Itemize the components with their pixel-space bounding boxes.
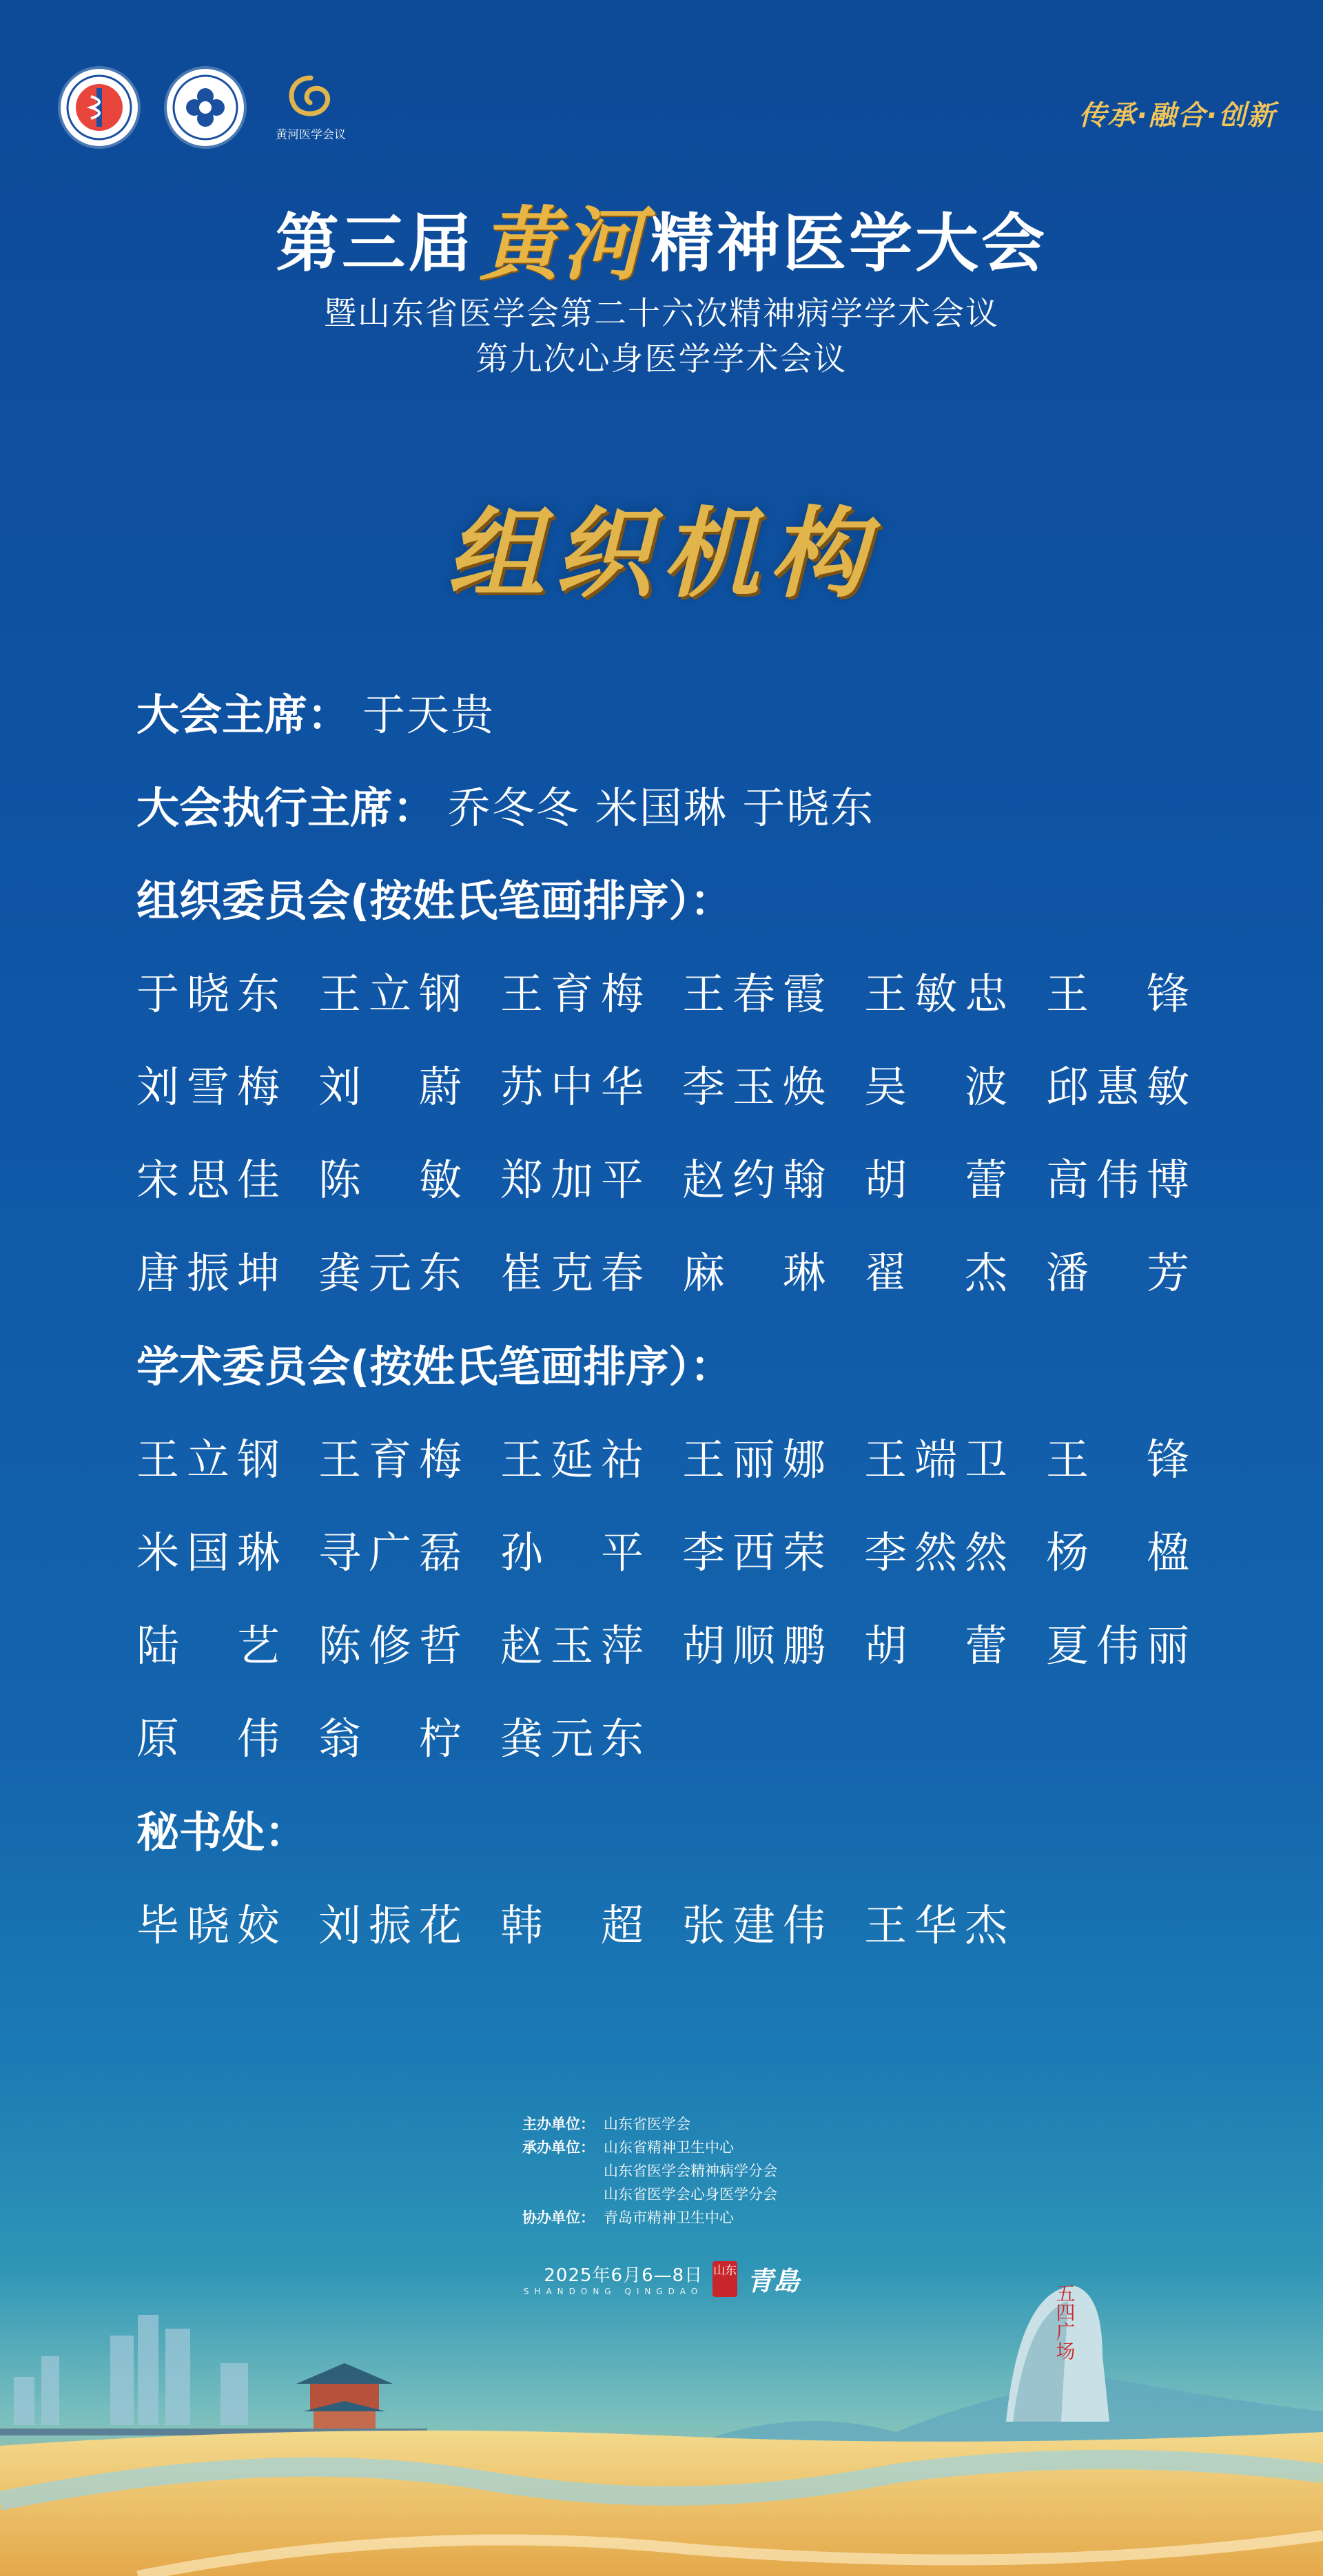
- committee-member-name: 翟 杰: [864, 1248, 1009, 1298]
- committee-member-name: 崔克春: [500, 1248, 645, 1298]
- subtitle-2: 第九次心身医学学术会议: [475, 340, 848, 378]
- academic-committee-label: 学术委员会(按姓氏笔画排序）：: [136, 1341, 733, 1392]
- name-row: [136, 1618, 1198, 1673]
- mental-health-center-logo: [167, 69, 244, 146]
- title-suffix: 精神医学大会: [650, 206, 1048, 280]
- landmark-text: 五四广场: [1053, 2283, 1076, 2360]
- undertake-row: [522, 2136, 777, 2159]
- city-skyline-icon: [14, 2315, 248, 2425]
- yellow-river-conference-logo: [273, 74, 349, 142]
- committee-member-name: 翁 柠: [318, 1713, 463, 1764]
- committee-member-name: 麻 琳: [682, 1248, 827, 1298]
- undertake-name-2: 山东省医学会精神病学分会: [604, 2163, 777, 2179]
- undertake-name-3: 山东省医学会心身医学分会: [604, 2186, 777, 2203]
- swirl-logo-icon: [281, 74, 340, 122]
- event-date-location: [0, 2260, 1323, 2298]
- name-row: [136, 1060, 1198, 1115]
- committee-member-name: 郑加平: [500, 1155, 645, 1205]
- shandong-seal-icon: 山东: [712, 2261, 737, 2297]
- committee-member-name: 陈修哲: [318, 1620, 463, 1671]
- undertake-spacer-2: [522, 2183, 604, 2206]
- committee-member-name: 刘 蔚: [318, 1062, 463, 1112]
- committee-member-name: 王 锋: [1046, 1434, 1191, 1485]
- committee-member-name: 龚元东: [500, 1713, 645, 1764]
- committee-member-name: 毕晓姣: [136, 1900, 281, 1950]
- committee-member-name: 刘振花: [318, 1900, 463, 1950]
- name-row: [136, 1525, 1198, 1580]
- name-row: [136, 967, 1198, 1022]
- name-row: [136, 1898, 1198, 1953]
- exec-chair-line: [136, 781, 874, 836]
- committee-member-name: 胡顺鹏: [682, 1620, 827, 1671]
- committee-member-name: 高伟博: [1046, 1155, 1191, 1205]
- committee-member-name: 王华杰: [864, 1900, 1009, 1950]
- committee-member-name: 王立钢: [136, 1434, 281, 1485]
- section-title: 组织机构: [447, 497, 876, 611]
- committee-member-name: 潘 芳: [1046, 1248, 1191, 1298]
- title-calligraphy: 黄河: [480, 198, 645, 291]
- pier-pavilion-icon: [0, 2363, 427, 2435]
- committee-member-name: 王延祜: [500, 1434, 645, 1485]
- committee-member-name: 唐振坤: [136, 1248, 281, 1298]
- event-date: 2025年6月6—8日: [544, 2265, 704, 2286]
- chair-names: 于天贵: [362, 690, 495, 740]
- committee-member-name: 原 伟: [136, 1713, 281, 1764]
- committee-member-name: 苏中华: [500, 1062, 645, 1112]
- committee-member-name: 夏伟丽: [1046, 1620, 1191, 1671]
- name-row: [136, 1711, 1198, 1766]
- committee-member-name: 王育梅: [318, 1434, 463, 1485]
- committee-member-name: 李然然: [864, 1527, 1009, 1578]
- committee-member-name: 宋思佳: [136, 1155, 281, 1205]
- assist-label: 协办单位：: [522, 2209, 595, 2226]
- committee-member-name: 胡 蕾: [864, 1155, 1009, 1205]
- qingdao-scenery: [0, 2274, 1323, 2576]
- committee-member-name: 张建伟: [682, 1900, 827, 1950]
- slogan: 传承·融合·创新: [1078, 100, 1276, 132]
- page-title: [0, 181, 1323, 296]
- exec-chair-names: 乔冬冬 米国琳 于晓东: [448, 783, 875, 833]
- chair-label: 大会主席：: [136, 690, 351, 740]
- name-row: [136, 1153, 1198, 1208]
- committee-member-name: 陆 艺: [136, 1620, 281, 1671]
- host-row: [522, 2112, 777, 2136]
- org-committee-label: 组织委员会(按姓氏笔画排序）：: [136, 876, 733, 926]
- organizer-info: [522, 2112, 777, 2229]
- committee-member-name: 王春霞: [682, 969, 827, 1019]
- committee-member-name: 王 锋: [1046, 969, 1191, 1019]
- undertake-label: 承办单位：: [522, 2139, 595, 2156]
- medical-emblem-icon: [65, 73, 134, 142]
- host-name: 山东省医学会: [604, 2116, 690, 2132]
- subtitle-1: 暨山东省医学会第二十六次精神病学学术会议: [324, 295, 999, 333]
- committee-member-name: 杨 楹: [1046, 1527, 1191, 1578]
- name-row: [136, 1432, 1198, 1487]
- logo-caption: 黄河医学会议: [276, 127, 346, 142]
- committee-member-name: 刘雪梅: [136, 1062, 281, 1112]
- committee-member-name: 邱惠敏: [1046, 1062, 1191, 1112]
- city-english: SHANDONG QINGDAO: [523, 2287, 704, 2296]
- committee-member-name: 王育梅: [500, 969, 645, 1019]
- secretariat-label: 秘书处：: [136, 1807, 308, 1857]
- committee-member-name: 韩 超: [500, 1900, 645, 1950]
- title-prefix: 第三届: [275, 206, 474, 280]
- assist-name: 青岛市精神卫生中心: [604, 2209, 734, 2226]
- flower-emblem-icon: [171, 73, 240, 142]
- committee-member-name: 陈 敏: [318, 1155, 463, 1205]
- committee-member-name: 王敏忠: [864, 969, 1009, 1019]
- committee-member-name: 赵约翰: [682, 1155, 827, 1205]
- committee-member-name: 王端卫: [864, 1434, 1009, 1485]
- committee-member-name: 王立钢: [318, 969, 463, 1019]
- committee-member-name: 胡 蕾: [864, 1620, 1009, 1671]
- date-block: [524, 2261, 703, 2296]
- assist-row: [522, 2206, 777, 2229]
- committee-member-name: 李西荣: [682, 1527, 827, 1578]
- exec-chair-label: 大会执行主席：: [136, 783, 436, 833]
- shandong-medical-association-logo: [61, 69, 138, 146]
- undertake-spacer: [522, 2159, 604, 2183]
- undertake-name-1: 山东省精神卫生中心: [604, 2139, 734, 2156]
- committee-member-name: 李玉焕: [682, 1062, 827, 1112]
- city-calligraphy: 青島: [747, 2265, 800, 2296]
- committee-member-name: 赵玉萍: [500, 1620, 645, 1671]
- chair-line: [136, 688, 495, 743]
- committee-member-name: 王丽娜: [682, 1434, 827, 1485]
- may-fourth-sculpture-icon: [1006, 2283, 1109, 2422]
- logo-group: [61, 69, 349, 146]
- undertake-row-2: [522, 2159, 777, 2183]
- committee-member-name: 米国琳: [136, 1527, 281, 1578]
- committee-member-name: 吴 波: [864, 1062, 1009, 1112]
- name-row: [136, 1246, 1198, 1301]
- committee-member-name: 龚元东: [318, 1248, 463, 1298]
- committee-member-name: 于晓东: [136, 969, 281, 1019]
- undertake-row-3: [522, 2183, 777, 2206]
- committee-member-name: 寻广磊: [318, 1527, 463, 1578]
- host-label: 主办单位：: [522, 2116, 595, 2132]
- committee-member-name: 孙 平: [500, 1527, 645, 1578]
